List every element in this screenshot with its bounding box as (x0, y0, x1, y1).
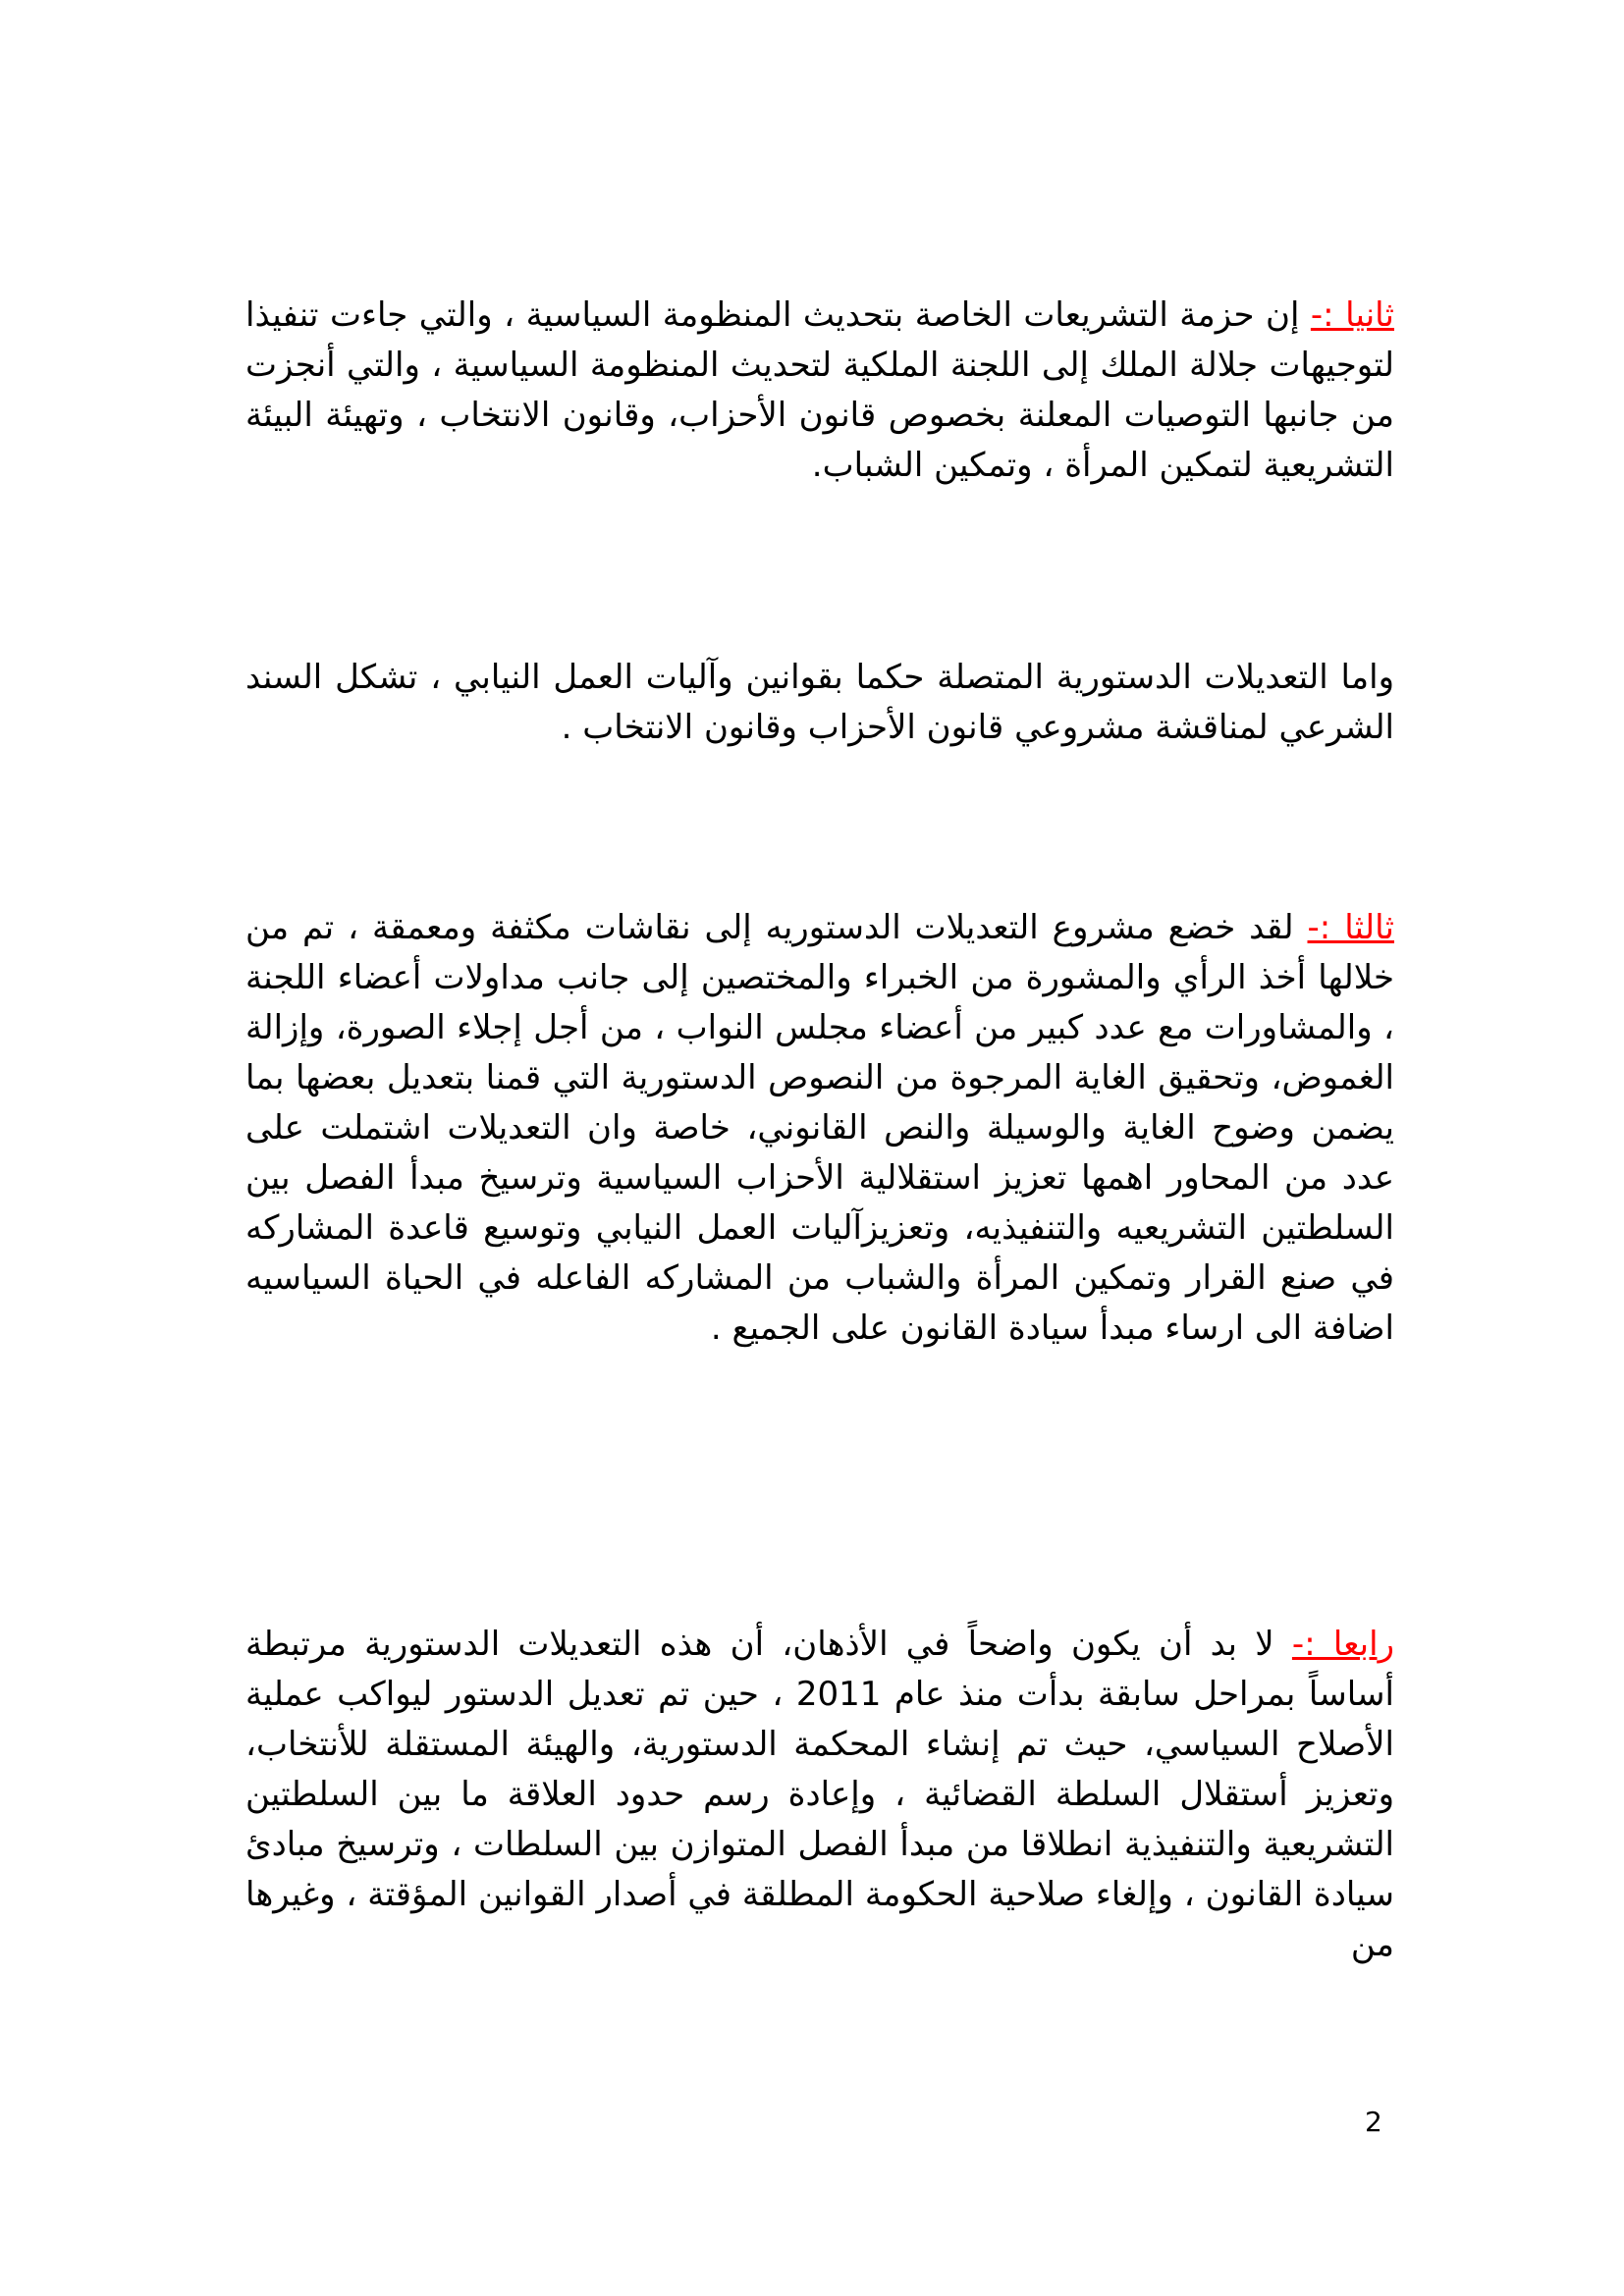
paragraph-constitutional-amendments (245, 653, 1394, 753)
paragraph-constitutional-amendments-text: واما التعديلات الدستورية المتصلة حكما بقوانين وآليات العمل النيابي ، تشكل السند الشرعي لمناقشة مشروعي قانون الأحزاب وقانون الانتخاب . (245, 658, 1394, 747)
page-number: 2 (1365, 2106, 1382, 2138)
paragraph-fourth (245, 1620, 1394, 1970)
paragraph-third (245, 903, 1394, 1354)
paragraph-second (245, 291, 1394, 491)
paragraph-fourth-text: لا بد أن يكون واضحاً في الأذهان، أن هذه التعديلات الدستورية مرتبطة أساساً بمراحل سابقة بدأت منذ عام 2011 ، حين تم تعديل الدستور ليواكب عملية الأصلاح السياسي، حيث تم إنشاء المحكمة الدستورية، والهيئة المستقلة للأنتخاب، وتعزيز أستقلال السلطة القضائية ، وإعادة رسم حدود العلاقة ما بين السلطتين التشريعية والتنفيذية انطلاقا من مبدأ الفصل المتوازن بين السلطات ، وترسيخ مبادئ سيادة القانون ، وإلغاء صلاحية الحكومة المطلقة في أصدار القوانين المؤقتة ، وغيرها من (245, 1625, 1394, 1964)
paragraph-third-text: لقد خضع مشروع التعديلات الدستوريه إلى نقاشات مكثفة ومعمقة ، تم من خلالها أخذ الرأي والمشورة من الخبراء والمختصين إلى جانب مداولات أعضاء اللجنة ، والمشاورات مع عدد كبير من أعضاء مجلس النواب ، من أجل إجلاء الصورة، وإزالة الغموض، وتحقيق الغاية المرجوة من النصوص الدستورية التي قمنا بتعديل بعضها بما يضمن وضوح الغاية والوسيلة والنص القانوني، خاصة وان التعديلات اشتملت على عدد من المحاور اهمها تعزيز استقلالية الأحزاب السياسية وترسيخ مبدأ الفصل بين السلطتين التشريعيه والتنفيذيه، وتعزيزآليات العمل النيابي وتوسيع قاعدة المشاركه في صنع القرار وتمكين المرأة والشباب من المشاركه الفاعله في الحياة السياسيه اضافة الى ارساء مبدأ سيادة القانون على الجميع . (245, 908, 1394, 1348)
paragraph-second-text: إن حزمة التشريعات الخاصة بتحديث المنظومة السياسية ، والتي جاءت تنفيذا لتوجيهات جلالة الملك إلى اللجنة الملكية لتحديث المنظومة السياسية ، والتي أنجزت من جانبها التوصيات المعلنة بخصوص قانون الأحزاب، وقانون الانتخاب ، وتهيئة البيئة التشريعية لتمكين المرأة ، وتمكين الشباب. (245, 295, 1394, 485)
paragraph-fourth-heading: رابعا :- (1291, 1625, 1395, 1664)
paragraph-third-heading: ثالثا :- (1307, 908, 1394, 947)
paragraph-second-heading: ثانيا :- (1310, 295, 1394, 335)
